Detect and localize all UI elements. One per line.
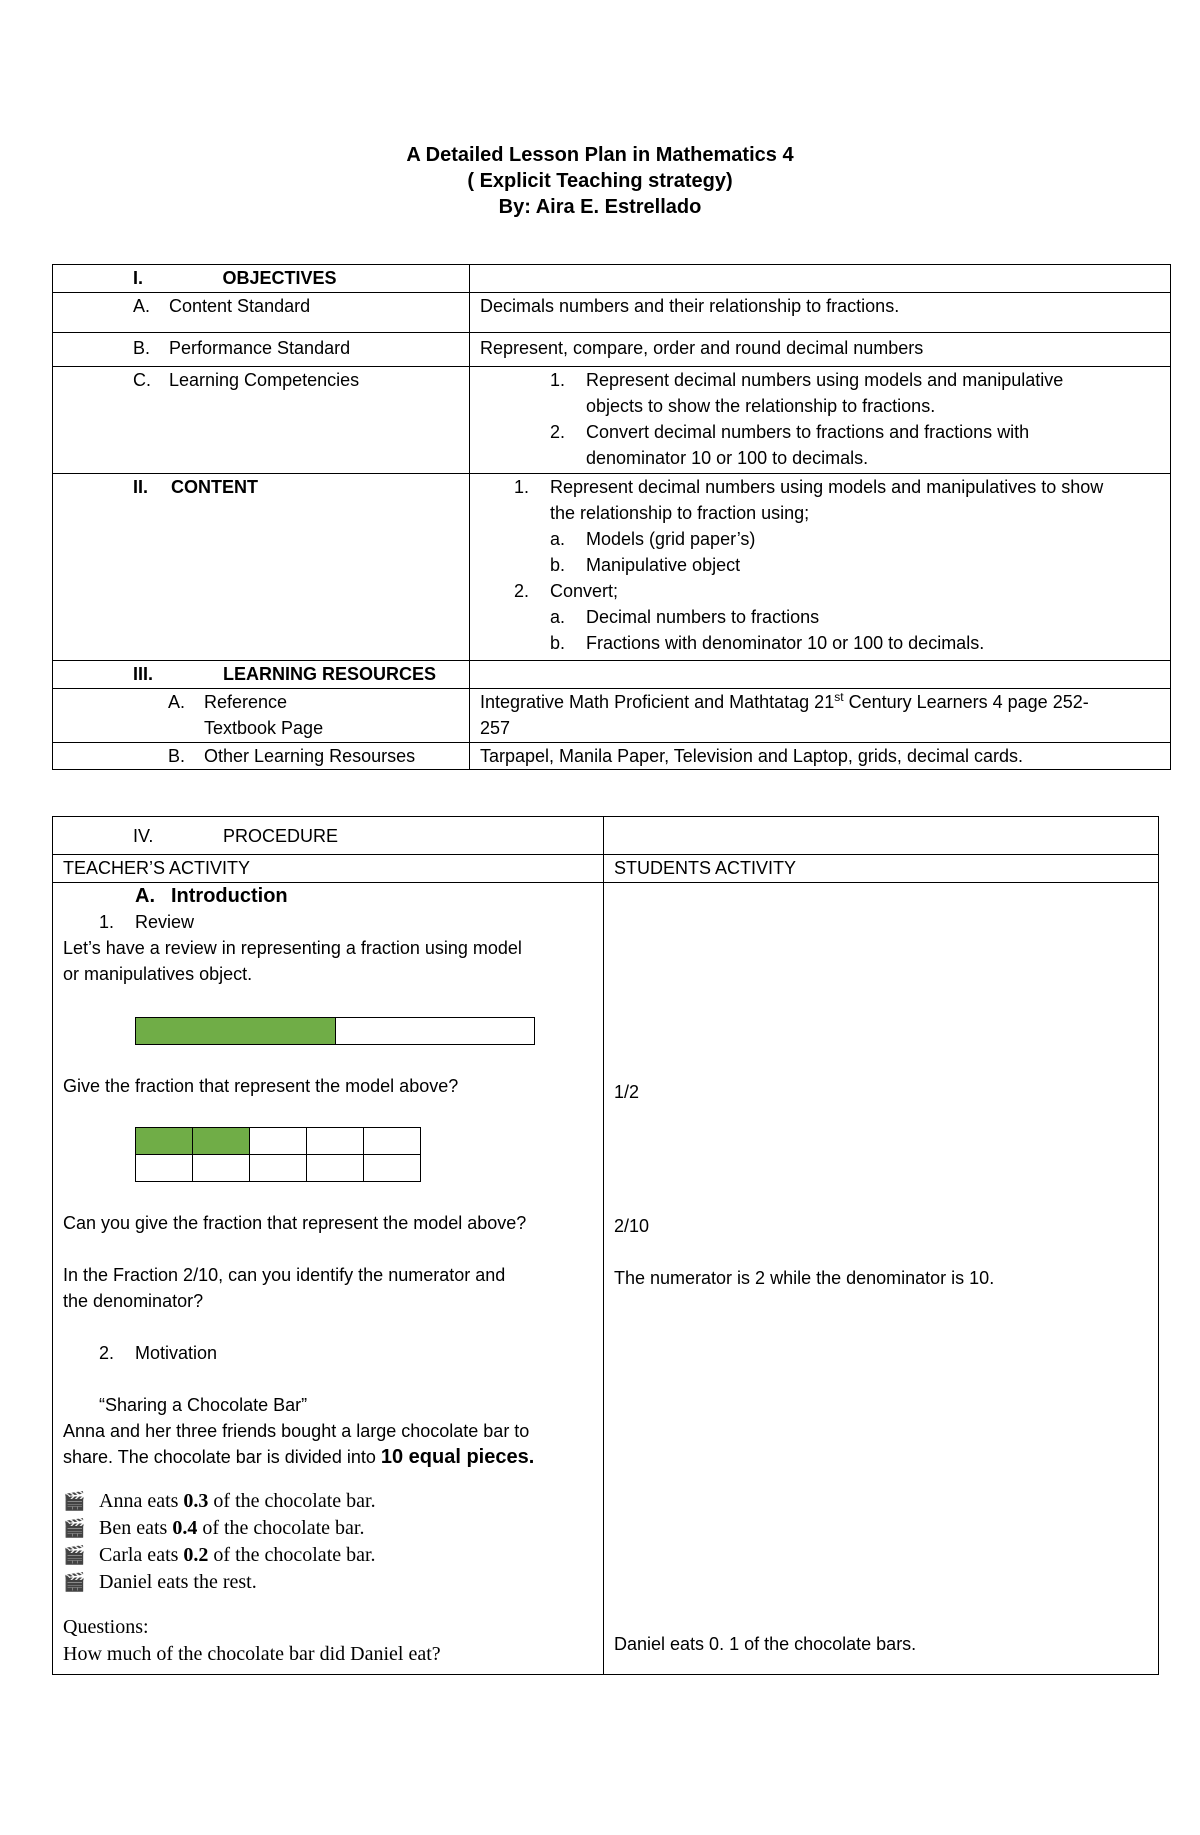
row-letter: B. — [168, 746, 186, 766]
learning-resources-row — [53, 661, 1171, 689]
column-header-row — [53, 855, 1159, 883]
grid-cell — [364, 1128, 421, 1155]
clapperboard-icon: 🎬 — [63, 1545, 86, 1565]
content-subitem: a. Decimal numbers to fractions — [550, 607, 820, 627]
procedure-header-row — [53, 817, 1159, 855]
list-item: 🎬 Anna eats 0.3 of the chocolate bar. — [63, 1488, 593, 1515]
list-item: 🎬 Carla eats 0.2 of the chocolate bar. — [63, 1542, 593, 1569]
row-value: Represent, compare, order and round decimal numbers — [480, 338, 924, 358]
row-value: Decimals numbers and their relationship to fractions. — [470, 293, 1171, 333]
section-number: II. — [133, 477, 149, 497]
answer-3: The numerator is 2 while the denominator is 10. — [614, 1268, 995, 1288]
row-value: Tarpapel, Manila Paper, Television and Laptop, grids, decimal cards. — [470, 743, 1171, 770]
answer-4: Daniel eats 0. 1 of the chocolate bars. — [614, 1634, 917, 1654]
objectives-table — [52, 264, 1171, 770]
students-header: STUDENTS ACTIVITY — [604, 855, 1159, 883]
section-title: LEARNING RESOURCES — [223, 664, 437, 684]
content-subitem: a. Models (grid paper’s) — [550, 529, 756, 549]
activity-row — [53, 883, 1159, 1675]
row-label: Content Standard — [169, 296, 311, 316]
document-header — [0, 142, 1200, 220]
story-text: Anna and her three friends bought a large chocolate bar to share. The chocolate bar is divided into 10 equal pieces. — [63, 1421, 535, 1468]
content-subitem: b. Fractions with denominator 10 or 100 to decimals. — [550, 633, 985, 653]
section-number: IV. — [133, 826, 154, 846]
clapperboard-icon: 🎬 — [63, 1491, 86, 1511]
row-letter: B. — [133, 338, 151, 358]
content-subitem: b. Manipulative object — [550, 555, 741, 575]
grid-cell — [307, 1128, 364, 1155]
row-letter: A. — [133, 296, 151, 316]
question-2: Can you give the fraction that represent the model above? — [63, 1213, 527, 1233]
performance-standard-row — [53, 333, 1171, 367]
story-title: “Sharing a Chocolate Bar” — [99, 1395, 308, 1415]
document-author: By: Aira E. Estrellado — [498, 196, 702, 218]
clapperboard-icon: 🎬 — [63, 1572, 86, 1592]
grid-cell — [193, 1128, 250, 1155]
questions-block: Questions: How much of the chocolate bar did Daniel eat? — [63, 1616, 441, 1665]
fraction-bar-shaded — [136, 1018, 336, 1044]
fraction-bar-model — [135, 1017, 535, 1045]
objectives-row — [53, 265, 1171, 293]
answer-2: 2/10 — [614, 1216, 650, 1236]
competency-item: 1. Represent decimal numbers using models and manipulative objects to show the relationship to fractions. — [550, 370, 1064, 416]
introduction-heading: A. Introduction — [135, 885, 288, 907]
section-number: I. — [133, 268, 144, 288]
row-label: Reference — [204, 692, 288, 712]
content-item: 1. Represent decimal numbers using models and manipulatives to show the relationship to fraction using; — [514, 477, 1104, 523]
ordinal-suffix: st — [834, 690, 844, 704]
question-1: Give the fraction that represent the model above? — [63, 1076, 459, 1096]
grid-cell — [193, 1155, 250, 1182]
content-standard-row — [53, 293, 1171, 333]
question-3: In the Fraction 2/10, can you identify the numerator and the denominator? — [63, 1265, 506, 1311]
teacher-header: TEACHER’S ACTIVITY — [53, 855, 604, 883]
document-title: A Detailed Lesson Plan in Mathematics 4 — [406, 144, 794, 166]
section-title: OBJECTIVES — [222, 268, 337, 288]
grid-cell — [250, 1128, 307, 1155]
row-label: Other Learning Resourses — [204, 746, 416, 766]
row-label: Textbook Page — [204, 718, 324, 738]
review-heading: 1. Review — [99, 912, 195, 932]
section-title: PROCEDURE — [223, 826, 339, 846]
clapperboard-icon: 🎬 — [63, 1518, 86, 1538]
document-strategy: ( Explicit Teaching strategy) — [467, 170, 733, 192]
answer-1: 1/2 — [614, 1082, 640, 1102]
list-item: 🎬 Daniel eats the rest. — [63, 1569, 593, 1596]
reference-value-line2: 257 — [480, 718, 511, 738]
row-label: Performance Standard — [169, 338, 351, 358]
grid-cell — [250, 1155, 307, 1182]
grid-cell — [364, 1155, 421, 1182]
grid-cell — [307, 1155, 364, 1182]
list-item: 🎬 Ben eats 0.4 of the chocolate bar. — [63, 1515, 593, 1542]
review-text: Let’s have a review in representing a fraction using model or manipulatives object. — [63, 938, 522, 984]
reference-row — [53, 689, 1171, 743]
fraction-grid-model — [135, 1127, 421, 1182]
reference-value-cont: Century Learners 4 page 252- — [843, 692, 1089, 712]
procedure-table — [52, 816, 1159, 1675]
row-letter: C. — [133, 370, 151, 390]
motivation-heading: 2. Motivation — [99, 1343, 218, 1363]
reference-value: Integrative Math Proficient and Mathtatag 21 — [480, 692, 835, 712]
grid-cell — [136, 1128, 193, 1155]
row-label: Learning Competencies — [169, 370, 360, 390]
content-item: 2. Convert; — [514, 581, 619, 601]
content-row — [53, 474, 1171, 661]
section-title: CONTENT — [171, 477, 258, 497]
other-resources-row — [53, 743, 1171, 770]
grid-cell — [136, 1155, 193, 1182]
row-letter: A. — [168, 692, 186, 712]
learning-competencies-row — [53, 367, 1171, 474]
chocolate-list — [63, 1488, 593, 1596]
section-number: III. — [133, 664, 154, 684]
competency-item: 2. Convert decimal numbers to fractions and fractions with denominator 10 or 100 to decimals. — [550, 422, 1030, 468]
